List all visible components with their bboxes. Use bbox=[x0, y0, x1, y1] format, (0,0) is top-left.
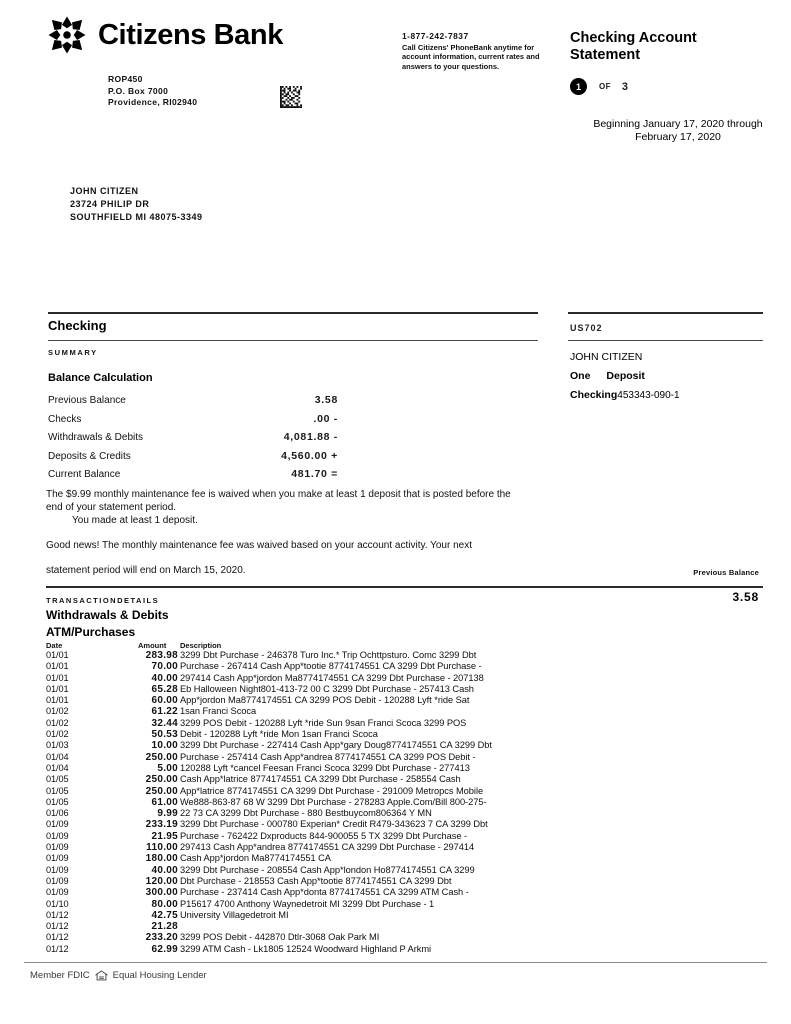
page-title: Checking Account Statement bbox=[570, 30, 697, 63]
table-row bbox=[0, 706, 791, 717]
column-header-date: Date bbox=[46, 641, 63, 650]
transaction-amount: 233.19 bbox=[145, 819, 178, 831]
balance-row bbox=[48, 431, 338, 450]
balance-calculation-table bbox=[48, 394, 338, 487]
table-row bbox=[0, 831, 791, 842]
balance-row bbox=[48, 450, 338, 469]
bank-name: Citizens Bank bbox=[98, 18, 283, 51]
transaction-description: Dbt Purchase - 218553 Cash App*tootie 8774174551 CA 3299 Dbt bbox=[180, 875, 452, 886]
table-row bbox=[0, 887, 791, 898]
phonebank-number: 1-877-242-7837 bbox=[402, 31, 469, 41]
table-row bbox=[0, 740, 791, 751]
transaction-amount: 21.95 bbox=[151, 830, 178, 842]
customer-street: 23724 PHILIP DR bbox=[70, 199, 150, 209]
table-row bbox=[0, 932, 791, 943]
balance-row-value: 4,081.88 - bbox=[283, 431, 338, 443]
table-row bbox=[0, 673, 791, 684]
balance-row-value: .00 - bbox=[313, 412, 338, 425]
balance-calculation-title: Balance Calculation bbox=[48, 372, 153, 384]
transaction-description: Debit - 120288 Lyft *ride Mon 1san Franci Scoca bbox=[180, 729, 378, 740]
bank-logo-block bbox=[46, 14, 283, 56]
transaction-date: 01/04 bbox=[46, 751, 69, 762]
previous-balance-label: Previous Balance bbox=[693, 568, 759, 577]
transaction-date: 01/04 bbox=[46, 762, 69, 773]
transaction-amount: 10.00 bbox=[151, 740, 178, 752]
transaction-amount: 9.99 bbox=[157, 808, 178, 820]
transaction-amount: 65.28 bbox=[151, 683, 178, 695]
bank-address-line-1: ROP450 bbox=[108, 74, 143, 84]
balance-row-label: Checks bbox=[48, 413, 82, 425]
column-header-description: Description bbox=[180, 641, 222, 650]
transaction-description: 22 73 CA 3299 Dbt Purchase - 880 Bestbuycom806364 Y MN bbox=[180, 808, 432, 819]
transaction-description: 3299 POS Debit - 442870 Dtlr-3068 Oak Park MI bbox=[180, 932, 380, 943]
transaction-description: We888-863-87 68 W 3299 Dbt Purchase - 278283 Apple.Com/Bill 800-275- bbox=[180, 796, 487, 807]
table-row bbox=[0, 910, 791, 921]
transaction-amount: 250.00 bbox=[145, 785, 178, 797]
transaction-date: 01/02 bbox=[46, 706, 69, 717]
transaction-amount: 283.98 bbox=[145, 650, 178, 661]
transaction-section-rule bbox=[46, 586, 763, 588]
transaction-details-label: TRANSACTIONDETAILS bbox=[46, 596, 160, 605]
balance-row-value: 481.70 = bbox=[291, 468, 338, 480]
transaction-amount: 62.99 bbox=[151, 943, 178, 955]
notice-line-2: You made at least 1 deposit. bbox=[72, 515, 198, 526]
current-page-badge: 1 bbox=[570, 78, 587, 95]
transaction-date: 01/02 bbox=[46, 717, 69, 728]
notice-line-3: Good news! The monthly maintenance fee was waived based on your account activity. Your next bbox=[46, 540, 472, 551]
transaction-description: 297413 Cash App*andrea 8774174551 CA 3299 Dbt Purchase - 297414 bbox=[180, 842, 475, 853]
bank-address-line-3: Providence, RI02940 bbox=[108, 97, 198, 107]
transaction-date: 01/12 bbox=[46, 921, 69, 932]
transaction-amount: 61.22 bbox=[151, 706, 178, 718]
transaction-description: Eb Halloween Night801-413-72 00 C 3299 Dbt Purchase - 257413 Cash bbox=[180, 683, 474, 694]
transaction-amount: 40.00 bbox=[151, 864, 178, 876]
transaction-amount: 60.00 bbox=[151, 695, 178, 707]
table-row bbox=[0, 865, 791, 876]
citizens-starburst-logo-icon bbox=[46, 14, 88, 56]
transaction-description: 120288 Lyft *cancel Feesan Franci Scoca 3299 Dbt Purchase - 277413 bbox=[180, 762, 470, 773]
balance-row-label: Previous Balance bbox=[48, 395, 126, 406]
table-row bbox=[0, 774, 791, 785]
table-row bbox=[0, 819, 791, 830]
table-row bbox=[0, 899, 791, 910]
table-row bbox=[0, 853, 791, 864]
transaction-date: 01/12 bbox=[46, 932, 69, 943]
table-row bbox=[0, 661, 791, 672]
transaction-description: Purchase - 257414 Cash App*andrea 8774174551 CA 3299 POS Debit - bbox=[180, 751, 476, 762]
account-panel-bottom-rule bbox=[568, 340, 763, 341]
transaction-description: Purchase - 267414 Cash App*tootie 8774174551 CA 3299 Dbt Purchase - bbox=[180, 661, 482, 672]
table-row bbox=[0, 808, 791, 819]
transaction-amount: 5.00 bbox=[157, 762, 178, 774]
transaction-date: 01/09 bbox=[46, 819, 69, 830]
table-row bbox=[0, 684, 791, 695]
balance-row bbox=[48, 413, 338, 432]
transaction-description: 3299 ATM Cash - Lk1805 12524 Woodward Highland P Arkmi bbox=[180, 943, 432, 954]
transaction-description: 3299 POS Debit - 120288 Lyft *ride Sun 9san Franci Scoca 3299 POS bbox=[180, 717, 467, 728]
transaction-amount: 110.00 bbox=[146, 842, 178, 854]
transaction-amount: 70.00 bbox=[151, 661, 178, 673]
transaction-date: 01/05 bbox=[46, 796, 69, 807]
transaction-amount: 250.00 bbox=[145, 751, 178, 763]
balance-row-label: Deposits & Credits bbox=[48, 450, 131, 462]
page-of-label: OF bbox=[599, 82, 611, 91]
transaction-amount: 120.00 bbox=[145, 875, 178, 887]
transaction-date: 01/01 bbox=[46, 672, 69, 683]
transaction-date: 01/05 bbox=[46, 774, 69, 785]
transaction-amount: 250.00 bbox=[145, 774, 178, 786]
maintenance-fee-notice bbox=[46, 488, 518, 577]
phonebank-note: Call Citizens' PhoneBank anytime for account information, current rates and answers to your questions. bbox=[402, 42, 540, 71]
table-row bbox=[0, 695, 791, 706]
account-number: 453343-090-1 bbox=[617, 390, 680, 401]
transaction-date: 01/09 bbox=[46, 887, 69, 898]
table-row bbox=[0, 752, 791, 763]
atm-purchases-title: ATM/Purchases bbox=[46, 625, 136, 639]
total-pages: 3 bbox=[621, 80, 629, 93]
transaction-date: 01/01 bbox=[46, 695, 69, 706]
balance-row bbox=[48, 394, 338, 413]
customer-name: JOHN CITIZEN bbox=[70, 186, 139, 196]
table-row bbox=[0, 729, 791, 740]
customer-city-state-zip: SOUTHFIELD MI 48075-3349 bbox=[70, 212, 203, 222]
balance-row bbox=[48, 468, 338, 487]
transaction-amount: 61.00 bbox=[151, 796, 178, 808]
withdrawals-debits-title: Withdrawals & Debits bbox=[46, 608, 169, 622]
phonebank-info bbox=[402, 32, 542, 71]
balance-row-label: Current Balance bbox=[48, 469, 121, 480]
transaction-date: 01/09 bbox=[46, 875, 69, 886]
transaction-description: App*latrice 8774174551 CA 3299 Dbt Purchase - 291009 Metropcs Mobile bbox=[180, 785, 484, 796]
table-row bbox=[0, 797, 791, 808]
member-fdic-text: Member FDIC bbox=[30, 970, 90, 981]
transaction-date: 01/12 bbox=[46, 943, 69, 954]
transaction-description: Purchase - 237414 Cash App*donta 8774174551 CA 3299 ATM Cash - bbox=[180, 887, 469, 898]
summary-label: SUMMARY bbox=[48, 348, 98, 357]
table-row bbox=[0, 921, 791, 932]
table-row bbox=[0, 718, 791, 729]
table-row bbox=[0, 944, 791, 955]
transaction-date: 01/01 bbox=[46, 661, 69, 672]
footer-divider bbox=[24, 962, 767, 963]
transaction-amount: 40.00 bbox=[151, 672, 178, 684]
transaction-amount: 233.20 bbox=[145, 932, 178, 944]
transaction-description: 3299 Dbt Purchase - 208554 Cash App*london Ho8774174551 CA 3299 bbox=[180, 864, 475, 875]
transaction-description: 3299 Dbt Purchase - 246378 Turo Inc.* Trip Ochttpsturo. Comc 3299 Dbt bbox=[180, 650, 477, 660]
transaction-description: 3299 Dbt Purchase - 000780 Experian* Credit R479-343623 7 CA 3299 Dbt bbox=[180, 819, 488, 830]
transaction-amount: 21.28 bbox=[151, 921, 178, 933]
account-region-code: US702 bbox=[570, 323, 603, 333]
account-number-line bbox=[570, 386, 680, 405]
transaction-description: 1san Franci Scoca bbox=[180, 706, 257, 717]
transaction-description: 3299 Dbt Purchase - 227414 Cash App*gary Doug8774174551 CA 3299 Dbt bbox=[180, 740, 492, 751]
transaction-date: 01/01 bbox=[46, 683, 69, 694]
transaction-description: 297414 Cash App*jordon Ma8774174551 CA 3299 Dbt Purchase - 207138 bbox=[180, 672, 484, 683]
transaction-description: P15617 4700 Anthony Waynedetroit MI 3299 Dbt Purchase - 1 bbox=[180, 898, 435, 909]
transaction-amount: 32.44 bbox=[151, 717, 178, 729]
table-row bbox=[0, 842, 791, 853]
transaction-date: 01/12 bbox=[46, 909, 69, 920]
datamatrix-barcode-icon bbox=[280, 86, 302, 108]
bank-address-line-2: P.O. Box 7000 bbox=[108, 85, 169, 96]
transaction-date: 01/06 bbox=[46, 808, 69, 819]
transaction-amount: 80.00 bbox=[151, 898, 178, 910]
transaction-list bbox=[0, 650, 791, 955]
account-holder-name: JOHN CITIZEN bbox=[570, 351, 643, 363]
checking-top-rule bbox=[48, 312, 538, 314]
notice-line-4: statement period will end on March 15, 2020. bbox=[46, 565, 246, 576]
balance-row-value: 3.58 bbox=[314, 394, 338, 406]
balance-row-value: 4,560.00 + bbox=[281, 449, 338, 462]
equal-housing-lender-text: Equal Housing Lender bbox=[112, 970, 207, 981]
transaction-description: Purchase - 762422 Dxproducts 844-900055 5 TX 3299 Dbt Purchase - bbox=[180, 830, 468, 841]
customer-address-block bbox=[70, 185, 203, 224]
transaction-date: 01/09 bbox=[46, 830, 69, 841]
account-type-word-2: Deposit bbox=[606, 370, 645, 382]
transaction-date: 01/05 bbox=[46, 785, 69, 796]
table-row bbox=[0, 876, 791, 887]
transaction-amount: 50.53 bbox=[151, 729, 178, 741]
transaction-amount: 300.00 bbox=[145, 887, 178, 899]
previous-balance-value: 3.58 bbox=[732, 590, 759, 604]
transaction-date: 01/09 bbox=[46, 842, 69, 853]
page-indicator bbox=[570, 78, 628, 95]
transaction-date: 01/02 bbox=[46, 729, 69, 740]
transaction-date: 01/09 bbox=[46, 853, 69, 864]
equal-housing-lender-icon bbox=[95, 970, 108, 981]
account-type-line bbox=[570, 367, 680, 386]
balance-row-label: Withdrawals & Debits bbox=[48, 432, 144, 443]
table-row bbox=[0, 786, 791, 797]
transaction-date: 01/09 bbox=[46, 864, 69, 875]
transaction-date: 01/01 bbox=[46, 650, 69, 660]
transaction-amount: 180.00 bbox=[145, 853, 178, 865]
transaction-description: Cash App*latrice 8774174551 CA 3299 Dbt Purchase - 258554 Cash bbox=[180, 774, 461, 785]
transaction-description: University Villagedetroit MI bbox=[180, 909, 289, 920]
statement-period: Beginning January 17, 2020 through February 17, 2020 bbox=[593, 118, 763, 143]
account-product-label: Checking bbox=[570, 389, 618, 401]
transaction-description: Cash App*jordon Ma8774174551 CA bbox=[180, 853, 331, 864]
footer bbox=[30, 970, 207, 981]
notice-line-1: The $9.99 monthly maintenance fee is waived when you make at least 1 deposit that is posted before the end of your statement period. bbox=[46, 489, 511, 513]
transaction-description: App*jordon Ma8774174551 CA 3299 POS Debit - 120288 Lyft *ride Sat bbox=[180, 695, 470, 706]
transaction-date: 01/03 bbox=[46, 740, 69, 751]
transaction-date: 01/10 bbox=[46, 898, 69, 909]
account-info-block bbox=[570, 348, 680, 405]
checking-section-title: Checking bbox=[48, 318, 107, 333]
column-header-amount: Amount bbox=[138, 641, 167, 650]
table-row bbox=[0, 763, 791, 774]
account-type-word-1: One bbox=[570, 370, 591, 382]
table-row bbox=[0, 650, 791, 661]
transaction-amount: 42.75 bbox=[151, 909, 178, 921]
bank-return-address bbox=[108, 74, 197, 109]
account-panel-top-rule bbox=[568, 312, 763, 314]
checking-bottom-rule bbox=[48, 340, 538, 341]
